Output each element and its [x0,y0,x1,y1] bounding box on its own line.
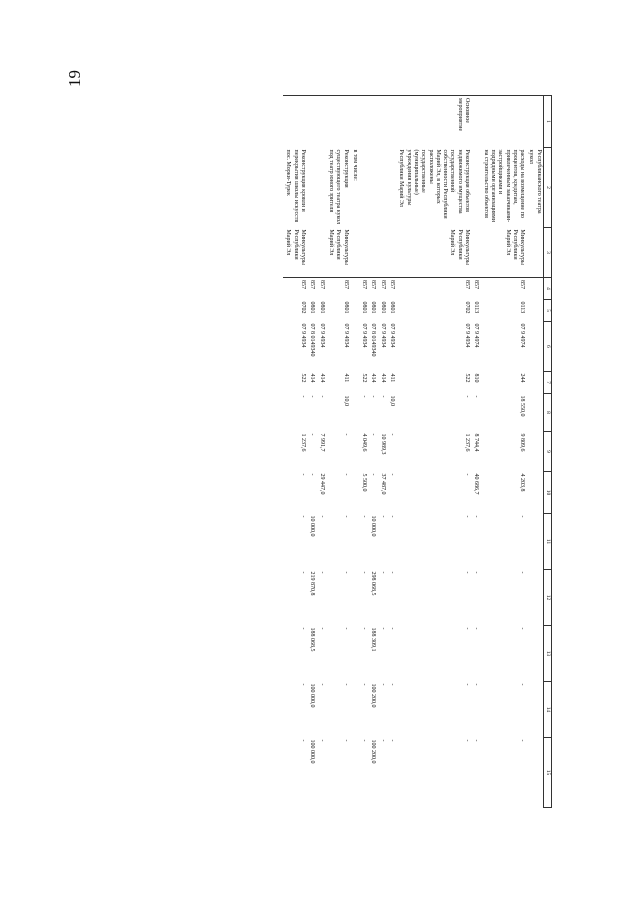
cell-col-1 [471,96,480,148]
cell-col-12: - [300,571,307,574]
cell-col-15: - [379,739,386,742]
cell-col-12 [526,570,543,626]
cell-col-1 [316,96,325,148]
cell-col-10: - [389,473,396,476]
cell-col-7: 522 [300,373,307,383]
cell-col-6: 07 9 4974 [473,323,480,348]
cell-col-13 [350,626,359,682]
cell-col-3: Минкультуры Республики Марий Эл [285,229,307,265]
cell-col-11: 10 000,0 [309,515,316,537]
cell-col-14: - [464,683,471,686]
column-number-4: 4 [543,278,551,300]
cell-col-5 [526,300,543,322]
cell-col-11: 10 000,0 [370,515,377,537]
cell-col-9: - [370,433,377,436]
cell-col-13: - [318,627,325,630]
column-number-8: 8 [543,394,551,432]
cell-col-2: Республиканского театра кукол [528,149,542,214]
cell-col-7: 414 [309,373,316,383]
cell-col-2: расходы на возмещение по процентов, кредитам, привлеченным заказчиками-застройщиками и подрядными организациями на строительство объектов [482,149,526,223]
cell-col-13: - [473,627,480,630]
cell-col-3: Минкультуры Республики Марий Эл [327,229,349,265]
cell-col-9: - [342,433,349,436]
cell-col-11 [350,514,359,570]
cell-col-10: - [300,473,307,476]
cell-col-3 [471,228,480,278]
cell-col-7: 414 [318,373,325,383]
cell-col-15: - [473,739,480,742]
column-number-2: 2 [543,148,551,228]
cell-col-9: - [389,433,396,436]
cell-col-10: 29 447,0 [318,473,325,495]
cell-col-9: - [309,433,316,436]
cell-col-11: - [379,515,386,518]
cell-col-4: 857 [471,278,480,300]
cell-col-8: - [361,395,368,398]
cell-col-14 [350,682,359,738]
cell-col-3 [307,228,316,278]
cell-col-10: - [309,473,316,476]
column-number-1: 1 [543,96,551,148]
cell-col-7: 411 [389,373,396,383]
cell-col-5: 0702 [300,301,307,314]
cell-col-2 [377,148,386,228]
cell-col-7: 414 [379,373,386,383]
cell-col-7: 810 [473,373,480,383]
cell-col-14: - [473,683,480,686]
cell-col-5: 0801 [309,301,316,314]
cell-col-7: 244 [519,373,526,383]
cell-col-1 [377,96,386,148]
column-number-11: 11 [543,514,551,570]
cell-col-12: - [342,571,349,574]
table-row [368,96,377,808]
cell-col-6 [350,322,359,372]
cell-col-1 [326,96,350,148]
cell-col-10: 5 500,0 [361,473,368,492]
cell-col-13: - [464,627,471,630]
cell-col-2: Реконструкция кровли и перекрытия школы искусств пос. Морки-Турек [285,149,307,223]
cell-col-13: - [519,627,526,630]
column-number-13: 13 [543,626,551,682]
cell-col-9: 1 237,6 [464,433,471,452]
cell-col-8 [526,394,543,432]
cell-col-9: 9 809,6 [519,433,526,452]
cell-col-6: 07 9 4934 [300,323,307,348]
table-body [283,96,543,808]
cell-col-8: - [318,395,325,398]
cell-col-10: - [342,473,349,476]
cell-col-4: 857 [396,278,471,300]
cell-col-7: 522 [361,373,368,383]
cell-col-7: 522 [464,373,471,383]
column-number-5: 5 [543,300,551,322]
cell-col-4: 857 [316,278,325,300]
table-row [526,96,543,808]
cell-col-3 [368,228,377,278]
cell-col-10: 4 203,8 [519,473,526,492]
cell-col-4: 857 [307,278,316,300]
cell-col-3 [316,228,325,278]
table-row [480,96,526,808]
cell-col-1 [480,96,526,148]
cell-col-10 [350,472,359,514]
column-number-7: 7 [543,372,551,394]
cell-col-12: - [389,571,396,574]
cell-col-13: 188 068,5 [309,627,316,652]
cell-col-9: 7 991,7 [318,433,325,452]
cell-col-15: - [361,739,368,742]
cell-col-11: - [519,515,526,518]
cell-col-12: - [361,571,368,574]
cell-col-3 [359,228,368,278]
table-row [307,96,316,808]
cell-col-3: Минкультуры Республики Марий Эл [449,229,471,265]
cell-col-10: - [464,473,471,476]
cell-col-1 [283,96,307,148]
cell-col-8: - [300,395,307,398]
cell-col-5: 0801 [370,301,377,314]
cell-col-4 [526,278,543,300]
cell-col-12: - [464,571,471,574]
cell-col-14: - [519,683,526,686]
cell-col-5: 0801 [361,301,368,314]
cell-col-14: 100 000,0 [309,683,316,708]
cell-col-6: 07 9 4934 [342,323,349,348]
column-number-14: 14 [543,682,551,738]
cell-col-14: - [342,683,349,686]
cell-col-10: 37 487,0 [379,473,386,495]
cell-col-15: 100 200,0 [370,739,377,764]
table-row [316,96,325,808]
cell-col-15: - [342,739,349,742]
cell-col-2 [368,148,377,228]
cell-col-13: - [379,627,386,630]
table-row [471,96,480,808]
cell-col-7 [350,372,359,394]
table-row [377,96,386,808]
cell-col-2 [316,148,325,228]
cell-col-9: 1 237,6 [300,433,307,452]
cell-col-14: - [300,683,307,686]
cell-col-8: 10,0 [389,395,396,406]
cell-col-6 [526,322,543,372]
cell-col-7: 414 [370,373,377,383]
column-number-row [543,96,551,808]
cell-col-11: - [300,515,307,518]
column-number-6: 6 [543,322,551,372]
column-number-12: 12 [543,570,551,626]
cell-col-1 [307,96,316,148]
cell-col-5: 0801 [379,301,386,314]
cell-col-4: 857 [377,278,386,300]
cell-col-15: - [318,739,325,742]
cell-col-3 [350,228,359,278]
cell-col-15 [350,738,359,808]
cell-col-14: - [379,683,386,686]
cell-col-4: 857 [480,278,526,300]
cell-col-2: Реконструкция объектов недвижимого имущества государственной собственности Республики Марий Эл, в которых расположены государственные (муниципальные) учреждения культуры Республики Марий Эл [398,149,471,219]
table-row [359,96,368,808]
column-number-10: 10 [543,472,551,514]
table-row [350,96,359,808]
cell-col-8: - [473,395,480,398]
cell-col-12: 219 870,8 [309,571,316,596]
cell-col-13: - [389,627,396,630]
cell-col-5 [350,300,359,322]
cell-col-5: 0113 [519,301,526,314]
cell-col-12: - [318,571,325,574]
cell-col-14 [526,682,543,738]
cell-col-6: 07 8 0149340 [309,323,316,357]
column-number-3: 3 [543,228,551,278]
cell-col-9 [526,432,543,472]
cell-col-1 [387,96,396,148]
cell-col-8: 18 550,0 [519,395,526,417]
column-number-9: 9 [543,432,551,472]
cell-col-2 [307,148,316,228]
cell-col-4 [350,278,359,300]
cell-col-13: - [361,627,368,630]
cell-col-8: - [464,395,471,398]
cell-col-1 [350,96,359,148]
cell-col-6: 07 9 4974 [519,323,526,348]
cell-col-4: 857 [368,278,377,300]
cell-col-1 [368,96,377,148]
cell-col-8: - [309,395,316,398]
cell-col-2 [359,148,368,228]
cell-col-6: 07 9 4934 [379,323,386,348]
cell-col-8 [350,394,359,432]
cell-col-9: 8 744,4 [473,433,480,452]
cell-col-11 [526,514,543,570]
cell-col-5: 0801 [389,301,396,314]
cell-col-9 [350,432,359,472]
cell-col-10 [526,472,543,514]
cell-col-13: - [300,627,307,630]
column-number-15: 15 [543,738,551,808]
cell-col-14: - [361,683,368,686]
cell-col-7 [526,372,543,394]
cell-col-11: - [389,515,396,518]
budget-table-sheet [122,95,552,807]
cell-col-6: 07 9 4934 [389,323,396,348]
cell-col-5: 0801 [318,301,325,314]
cell-col-7: 411 [342,373,349,383]
cell-col-9: 4 049,6 [361,433,368,452]
cell-col-13: 188 309,1 [370,627,377,652]
cell-col-1: Основное мероприятие [396,96,471,148]
cell-col-11: - [464,515,471,518]
cell-col-11: - [473,515,480,518]
cell-col-2: Реконструкция существующего театра кукол под театр юного зрителя [327,149,349,225]
cell-col-13: - [342,627,349,630]
cell-col-15: - [519,739,526,742]
cell-col-14: 100 200,0 [370,683,377,708]
cell-col-14: - [389,683,396,686]
cell-col-15: 100 000,0 [309,739,316,764]
cell-col-1 [359,96,368,148]
cell-col-12: - [519,571,526,574]
cell-col-1 [526,96,543,148]
cell-col-8: 10,0 [342,395,349,406]
cell-col-12: 298 068,5 [370,571,377,596]
cell-col-4: 857 [387,278,396,300]
cell-col-5: 0702 [464,301,471,314]
cell-col-14: - [318,683,325,686]
page-number: 19 [65,70,84,87]
cell-col-8: - [370,395,377,398]
cell-col-2 [471,148,480,228]
cell-col-11: - [342,515,349,518]
cell-col-6: 07 9 4934 [318,323,325,348]
cell-col-10: - [370,473,377,476]
cell-col-10: 40 686,7 [473,473,480,495]
cell-col-3 [377,228,386,278]
budget-table [283,95,552,808]
cell-col-12: - [473,571,480,574]
cell-col-6: 07 9 4934 [464,323,471,348]
cell-col-15: - [464,739,471,742]
table-row [387,96,396,808]
cell-col-15: - [389,739,396,742]
cell-col-5: 0113 [473,301,480,314]
cell-col-12: - [379,571,386,574]
cell-col-11: - [318,515,325,518]
cell-col-13 [526,626,543,682]
cell-col-15: - [300,739,307,742]
cell-col-11: - [361,515,368,518]
cell-col-6: 07 9 4934 [361,323,368,348]
cell-col-6: 07 8 0149340 [370,323,377,357]
cell-col-3 [387,228,396,278]
table-row [283,96,307,808]
cell-col-2 [387,148,396,228]
cell-col-12 [350,570,359,626]
cell-col-5: 0801 [342,301,349,314]
cell-col-2: в том числе: [351,149,358,181]
table-row [396,96,471,808]
cell-col-9: 10 989,3 [379,433,386,455]
cell-col-4: 857 [326,278,350,300]
cell-col-15 [526,738,543,808]
cell-col-8: - [379,395,386,398]
table-row [326,96,350,808]
cell-col-4: 857 [359,278,368,300]
cell-col-3: Минкультуры Республики Марий Эл [504,229,526,265]
cell-col-3 [526,228,543,278]
cell-col-4: 857 [283,278,307,300]
